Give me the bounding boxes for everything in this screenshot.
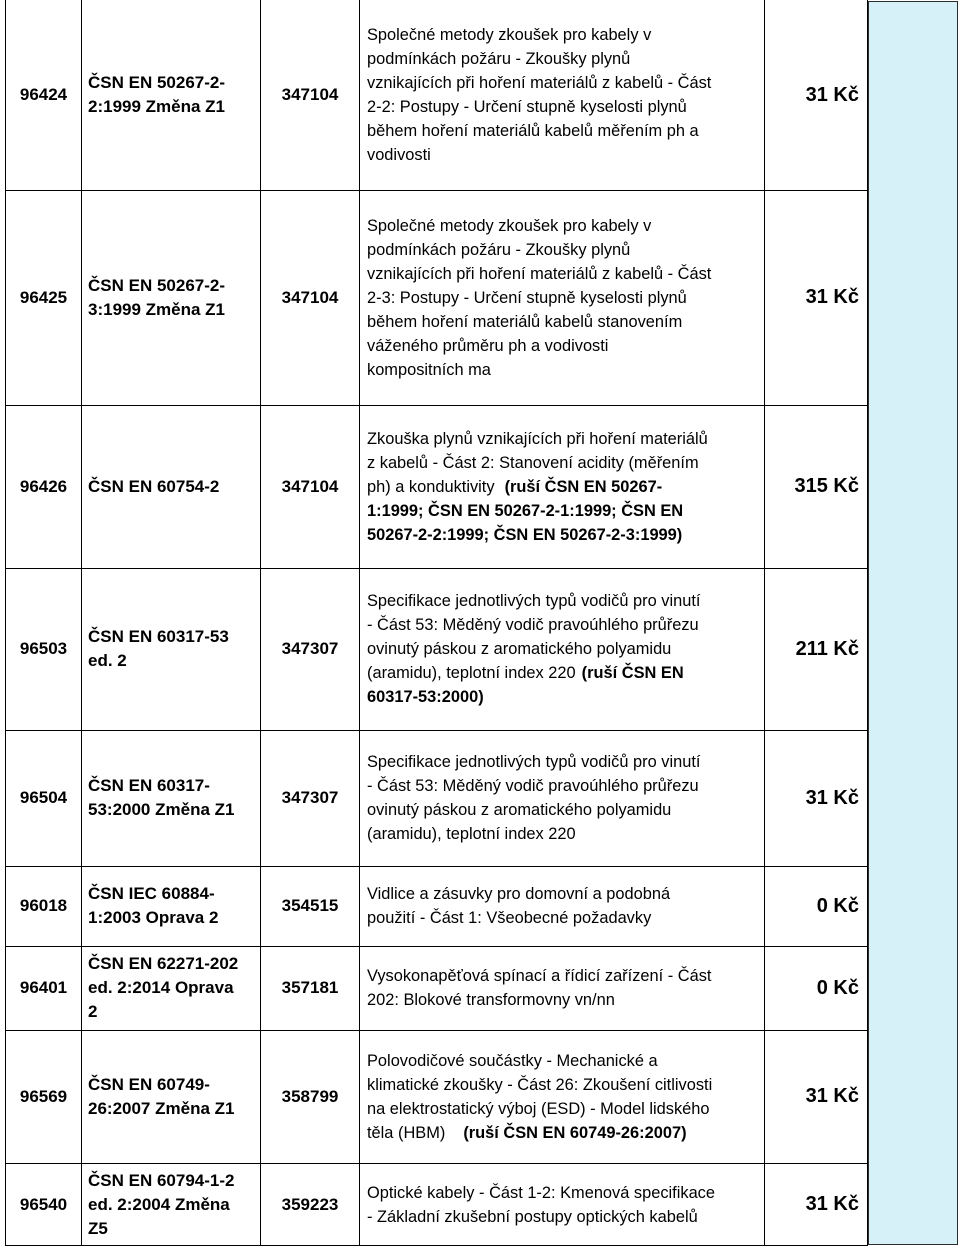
price-text: 211 Kč <box>795 637 859 660</box>
standard-name <box>82 866 260 946</box>
description-line <box>367 1181 715 1205</box>
item-number <box>6 866 81 946</box>
table-row <box>0 405 868 568</box>
description-text: na elektrostatický výboj (ESD) - Model lidského <box>367 1099 710 1118</box>
standard-name-line: ČSN EN 60794-1-2 <box>88 1170 235 1190</box>
table-row <box>0 1163 868 1246</box>
price <box>765 405 867 568</box>
standard-name-line: ed. 2:2014 Oprava <box>88 978 234 997</box>
description-line <box>367 1121 712 1145</box>
description-line <box>367 637 700 661</box>
table-row <box>0 866 868 946</box>
classification-code-text: 347104 <box>281 476 339 496</box>
item-number-text: 96503 <box>19 639 68 658</box>
standard-name-line: ČSN EN 60749- <box>88 1074 210 1094</box>
description-text: kompositních ma <box>367 360 491 379</box>
price-text: 0 Kč <box>816 894 859 917</box>
description-line <box>367 451 708 475</box>
item-number-text: 96018 <box>19 896 68 915</box>
description-text: Vysokonapěťová spínací a řídicí zařízení - Část <box>367 967 712 985</box>
description-text: (aramidu), teplotní index 220 <box>367 664 576 682</box>
standard-description <box>360 568 764 730</box>
price <box>765 0 867 190</box>
price <box>765 866 867 946</box>
price-text: 31 Kč <box>805 1193 859 1215</box>
standard-description <box>360 1030 764 1163</box>
description-line <box>367 589 700 613</box>
standard-name-line: ČSN EN 62271-202 <box>88 954 239 973</box>
description-line <box>367 988 711 1012</box>
replaces-note: 1:1999; ČSN EN 50267-2-1:1999; ČSN EN <box>367 501 684 520</box>
classification-code-text: 347104 <box>281 287 339 307</box>
description-line <box>367 95 711 119</box>
classification-code <box>261 0 359 190</box>
description-text: - Část 53: Měděný vodič pravoúhlého průřezu <box>367 777 699 795</box>
classification-code <box>261 1030 359 1163</box>
replaces-note: (ruší ČSN EN <box>581 664 684 682</box>
description-line <box>367 964 711 988</box>
standard-description <box>360 946 764 1030</box>
table-row <box>0 0 868 190</box>
classification-code <box>261 730 359 866</box>
standard-name <box>82 0 260 190</box>
description-text: vodivosti <box>367 146 431 164</box>
description-text: Společné metody zkoušek pro kabely v <box>367 26 652 44</box>
standard-description <box>360 866 764 946</box>
standard-name-line: ČSN EN 60754-2 <box>88 476 220 496</box>
classification-code <box>261 1163 359 1246</box>
standard-name <box>82 1030 260 1163</box>
table-row <box>0 1030 868 1163</box>
item-number-text: 96540 <box>19 1194 68 1214</box>
description-line <box>367 214 711 238</box>
description-text: Specifikace jednotlivých typů vodičů pro vinutí <box>367 592 701 610</box>
description-line <box>367 499 708 523</box>
item-number <box>6 405 81 568</box>
standard-description <box>360 405 764 568</box>
item-number-text: 96504 <box>19 788 68 807</box>
standard-name-line: 2 <box>88 1002 98 1021</box>
description-line <box>367 685 700 709</box>
description-line <box>367 310 711 334</box>
description-text: podmínkách požáru - Zkoušky plynů <box>367 240 631 259</box>
classification-code-text: 347307 <box>281 639 339 658</box>
description-text: podmínkách požáru - Zkoušky plynů <box>367 50 631 68</box>
standard-name <box>82 568 260 730</box>
table-row <box>0 568 868 730</box>
description-line <box>367 47 711 71</box>
item-number-text: 96425 <box>19 287 68 307</box>
description-line <box>367 143 711 167</box>
classification-code-text: 358799 <box>281 1086 339 1106</box>
standard-name-line: Z5 <box>88 1218 108 1238</box>
description-text: (aramidu), teplotní index 220 <box>367 825 576 843</box>
standard-name-line: 26:2007 Změna Z1 <box>88 1098 235 1118</box>
description-line <box>367 358 711 382</box>
description-text: použití - Část 1: Všeobecné požadavky <box>367 909 652 927</box>
item-number-text: 96424 <box>19 85 68 104</box>
replaces-note: (ruší ČSN EN 50267- <box>504 477 663 496</box>
highlight-column <box>868 1 958 1245</box>
description-line <box>367 475 708 499</box>
description-line <box>367 798 700 822</box>
replaces-note: (ruší ČSN EN 60749-26:2007) <box>463 1123 687 1142</box>
standard-description <box>360 190 764 405</box>
description-text: ovinutý páskou z aromatického polyamidu <box>367 640 672 658</box>
price-text: 31 Kč <box>805 1085 859 1107</box>
description-text: 2-3: Postupy - Určení stupně kyselosti plynů <box>367 288 687 307</box>
description-text: Optické kabely - Část 1-2: Kmenová specifikace <box>367 1183 715 1202</box>
description-line <box>367 882 670 906</box>
description-line <box>367 661 700 685</box>
item-number <box>6 730 81 866</box>
table-row <box>0 946 868 1030</box>
description-line <box>367 262 711 286</box>
standard-name-line: ČSN EN 60317- <box>88 776 210 795</box>
classification-code <box>261 190 359 405</box>
item-number-text: 96426 <box>19 476 68 496</box>
item-number <box>6 568 81 730</box>
description-line <box>367 334 711 358</box>
replaces-note: 50267-2-2:1999; ČSN EN 50267-2-3:1999) <box>367 525 683 544</box>
description-line <box>367 750 700 774</box>
description-line <box>367 238 711 262</box>
description-text: Specifikace jednotlivých typů vodičů pro vinutí <box>367 753 701 771</box>
description-text: Vidlice a zásuvky pro domovní a podobná <box>367 885 671 903</box>
standard-name <box>82 946 260 1030</box>
classification-code-text: 354515 <box>281 896 339 915</box>
standard-name-line: 53:2000 Změna Z1 <box>88 800 235 819</box>
replaces-note: 60317-53:2000) <box>367 688 484 706</box>
price-text: 31 Kč <box>805 286 859 308</box>
description-text: z kabelů - Část 2: Stanovení acidity (měřením <box>367 453 699 472</box>
description-line <box>367 1073 712 1097</box>
description-text: ph) a konduktivity <box>367 477 495 496</box>
price <box>765 190 867 405</box>
classification-code-text: 359223 <box>281 1194 339 1214</box>
standard-name-line: 1:2003 Oprava 2 <box>88 908 219 927</box>
classification-code-text: 347307 <box>281 788 339 807</box>
classification-code-text: 347104 <box>281 85 339 104</box>
description-text: Společné metody zkoušek pro kabely v <box>367 216 652 235</box>
item-number-text: 96401 <box>19 978 68 997</box>
standard-name-line: ed. 2:2004 Změna <box>88 1194 230 1214</box>
standard-name <box>82 190 260 405</box>
price <box>765 1030 867 1163</box>
description-line <box>367 1205 715 1229</box>
standard-description <box>360 1163 764 1246</box>
price <box>765 730 867 866</box>
standard-name-line: 3:1999 Změna Z1 <box>88 299 226 319</box>
description-text: - Základní zkušební postupy optických kabelů <box>367 1207 698 1226</box>
description-text: těla (HBM) <box>367 1123 446 1142</box>
description-line <box>367 119 711 143</box>
standard-name-line: ČSN EN 50267-2- <box>88 73 226 92</box>
description-line <box>367 523 708 547</box>
item-number <box>6 0 81 190</box>
classification-code <box>261 946 359 1030</box>
description-text: Polovodičové součástky - Mechanické a <box>367 1051 658 1070</box>
description-text: vznikajících při hoření materiálů z kabelů - Část <box>367 74 712 92</box>
price-text: 31 Kč <box>805 83 859 106</box>
price-text: 0 Kč <box>816 976 859 999</box>
description-line <box>367 427 708 451</box>
standard-description <box>360 730 764 866</box>
description-line <box>367 906 670 930</box>
table-row <box>0 730 868 866</box>
classification-code <box>261 405 359 568</box>
item-number-text: 96569 <box>19 1086 68 1106</box>
classification-code <box>261 866 359 946</box>
price <box>765 1163 867 1246</box>
description-line <box>367 613 700 637</box>
description-text: váženého průměru ph a vodivosti <box>367 336 609 355</box>
item-number <box>6 190 81 405</box>
description-text: klimatické zkoušky - Část 26: Zkoušení citlivosti <box>367 1075 713 1094</box>
description-line <box>367 286 711 310</box>
description-text: ovinutý páskou z aromatického polyamidu <box>367 801 672 819</box>
description-line <box>367 822 700 846</box>
standard-name-line: ed. 2 <box>88 651 127 670</box>
item-number <box>6 1163 81 1246</box>
standard-name-line: ČSN EN 50267-2- <box>88 275 226 295</box>
item-number <box>6 946 81 1030</box>
description-text: během hoření materiálů kabelů stanovením <box>367 312 683 331</box>
description-text: Zkouška plynů vznikajících při hoření materiálů <box>367 429 708 448</box>
price <box>765 946 867 1030</box>
price-text: 31 Kč <box>805 786 859 809</box>
item-number <box>6 1030 81 1163</box>
description-line <box>367 23 711 47</box>
description-text: vznikajících při hoření materiálů z kabelů - Část <box>367 264 712 283</box>
price <box>765 568 867 730</box>
description-line <box>367 1049 712 1073</box>
classification-code <box>261 568 359 730</box>
description-text: 202: Blokové transformovny vn/nn <box>367 991 615 1009</box>
standard-name-line: ČSN EN 60317-53 <box>88 627 229 646</box>
description-line <box>367 71 711 95</box>
standard-name <box>82 405 260 568</box>
standard-name <box>82 1163 260 1246</box>
standard-description <box>360 0 764 190</box>
description-line <box>367 774 700 798</box>
description-text: 2-2: Postupy - Určení stupně kyselosti plynů <box>367 98 687 116</box>
description-text: během hoření materiálů kabelů měřením ph a <box>367 122 699 140</box>
standard-name-line: ČSN IEC 60884- <box>88 884 215 903</box>
table-row <box>0 190 868 405</box>
classification-code-text: 357181 <box>281 978 339 997</box>
standard-name <box>82 730 260 866</box>
description-line <box>367 1097 712 1121</box>
standard-name-line: 2:1999 Změna Z1 <box>88 97 226 116</box>
price-text: 315 Kč <box>794 475 859 497</box>
description-text: - Část 53: Měděný vodič pravoúhlého průřezu <box>367 616 699 634</box>
